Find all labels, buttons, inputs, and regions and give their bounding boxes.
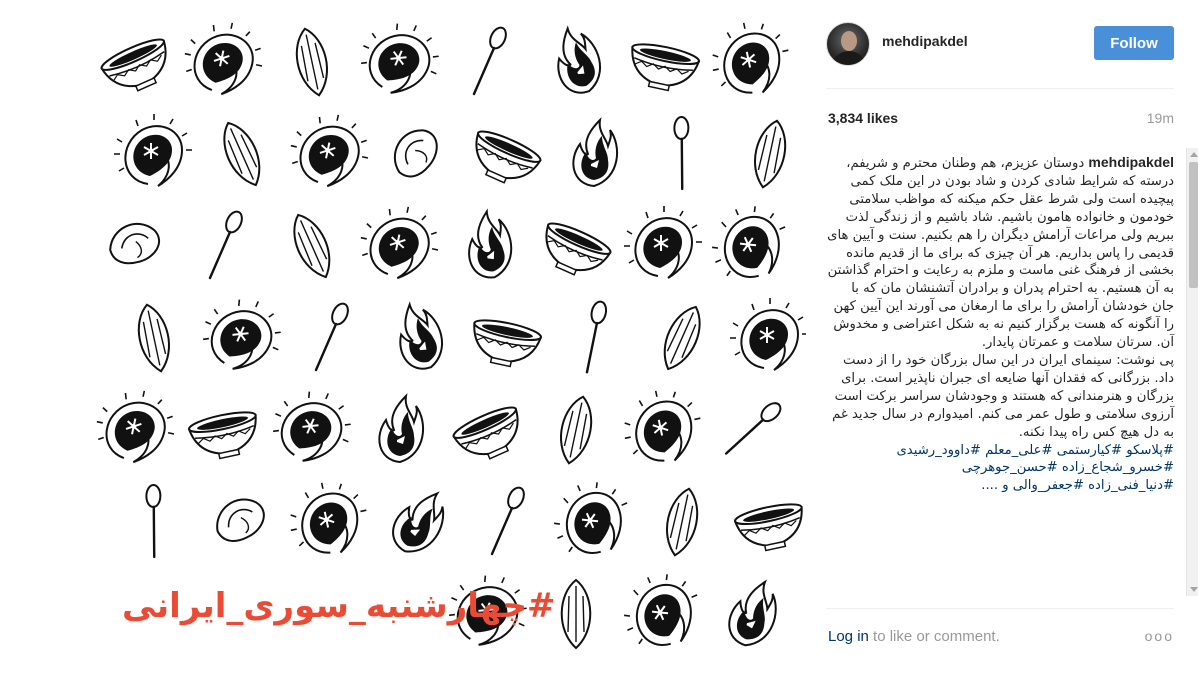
username[interactable]: mehdipakdel bbox=[882, 33, 968, 49]
paisley-icon bbox=[350, 18, 451, 107]
pattern-illustration bbox=[94, 18, 806, 658]
bowl-icon bbox=[625, 40, 700, 95]
post-image[interactable] bbox=[94, 18, 806, 658]
almond-icon bbox=[291, 26, 333, 98]
almond-icon bbox=[215, 117, 269, 191]
post-header bbox=[826, 20, 1158, 68]
flame-icon bbox=[385, 298, 452, 376]
paisley-icon bbox=[705, 18, 796, 102]
paisley-icon bbox=[192, 285, 293, 383]
pistachio-icon bbox=[214, 495, 266, 547]
flame-icon bbox=[543, 22, 610, 100]
login-prompt bbox=[828, 628, 1000, 645]
bowl-icon bbox=[734, 500, 806, 555]
login-prompt-text: to like or comment. bbox=[868, 628, 1000, 645]
post-footer bbox=[826, 626, 1174, 648]
paisley-icon bbox=[699, 194, 800, 292]
flame-icon bbox=[573, 120, 617, 186]
avatar-face bbox=[841, 31, 857, 51]
spoon-icon bbox=[573, 298, 622, 373]
caption bbox=[826, 154, 1174, 495]
paisley-icon bbox=[283, 475, 374, 562]
bowl-icon bbox=[451, 402, 530, 468]
follow-button[interactable]: Follow bbox=[1094, 26, 1174, 60]
paisley-icon bbox=[617, 383, 708, 470]
caption-tags-2[interactable]: #خسرو_شجاع_زاده #حسن_جوهرچی bbox=[961, 460, 1174, 476]
avatar-shoulders bbox=[831, 51, 867, 66]
almond-icon bbox=[655, 301, 709, 375]
almond-icon bbox=[555, 394, 597, 466]
spoon-icon bbox=[316, 301, 351, 370]
login-link[interactable]: Log in bbox=[828, 628, 869, 645]
avatar[interactable] bbox=[826, 22, 870, 66]
pistachio-icon bbox=[390, 127, 442, 179]
paisley-icon bbox=[730, 298, 806, 370]
bowl-icon bbox=[467, 316, 542, 371]
footer-divider bbox=[826, 608, 1174, 609]
flame-icon bbox=[386, 483, 453, 561]
caption-tags-1[interactable]: #پلاسکو #کیارستمی #علی_معلم #داوود_رشیدی bbox=[896, 442, 1174, 458]
flame-icon bbox=[461, 208, 517, 282]
spoon-icon bbox=[654, 112, 714, 189]
paisley-icon bbox=[94, 383, 181, 470]
caption-text: دوستان عزیزم، هم وطنان محترم و شریفم، درسته که شرایط شادی کردن و شاد بودن در این ملک کمی پیچیده است ولی شرط عقل حکم میکنه که مواظب سلامتی خودمون و خانواده هامون باشیم. شاد باشیم و از زندگی لذت ببریم ولی مراعات آرامش دیگران را هم بکنیم. سنت و آیین های قدیمی را پاس بداریم. هر آن چیزی که برای ما از قدیم مانده بخشی از فرهنگ غنی ماست و ملزم به رعایت و احترام گذاشتن به آن هستیم. به احترام پدران و برادران آتشنشان مان که با جان خودشان آرامش را برای ما ارمغان می آورند این آیین کهن را آنگونه که هست برگزار کنیم نه به شکل اعتراضی و مخدوش آن. سرتان سلامت و عمرتان پایدار. bbox=[827, 156, 1174, 351]
scrollbar-thumb[interactable] bbox=[1189, 162, 1198, 288]
paisley-icon bbox=[262, 377, 363, 475]
spoon-icon bbox=[210, 209, 245, 278]
more-options-icon[interactable]: ooo bbox=[1144, 628, 1174, 644]
header-divider bbox=[826, 88, 1174, 89]
pistachio-icon bbox=[106, 215, 164, 273]
post-stats bbox=[826, 110, 1174, 134]
spoon-icon bbox=[126, 480, 186, 557]
paisley-icon bbox=[624, 206, 702, 278]
paisley-icon bbox=[611, 562, 712, 658]
bowl-icon bbox=[99, 34, 178, 100]
hashtag-overlay: #چهارشنبه_سوری_ایرانی bbox=[122, 586, 556, 626]
almond-icon bbox=[133, 302, 175, 374]
paisley-icon bbox=[284, 107, 375, 194]
flame-icon bbox=[379, 396, 423, 462]
scroll-up-icon[interactable] bbox=[1190, 152, 1198, 157]
paisley-icon bbox=[354, 199, 445, 286]
spoon-icon bbox=[474, 25, 509, 94]
caption-scroll-area[interactable] bbox=[826, 148, 1198, 596]
spoon-icon bbox=[492, 485, 527, 554]
paisley-icon bbox=[541, 470, 642, 568]
almond-icon bbox=[661, 486, 703, 558]
likes-count[interactable]: 3,834 likes bbox=[828, 110, 899, 126]
post-sidebar bbox=[826, 0, 1174, 674]
paisley-icon bbox=[178, 18, 269, 101]
bowl-icon bbox=[464, 126, 543, 192]
bowl-icon bbox=[534, 218, 613, 284]
caption-ps: پی نوشت: سینمای ایران در این سال بزرگان خود را از دست داد. بزرگانی که فقدان آنها ضایعه ای جبران ناپذیر است. برای بزرگان و هنرمندانی که هستند و وجودشان سراسر برکت است آرزوی سلامتی و طول عمر می کنم. امیدوارم در سال جدید غم به دل هیچ کس راه پیدا نکنه. bbox=[832, 352, 1174, 440]
flame-icon bbox=[725, 576, 781, 650]
scroll-down-icon[interactable] bbox=[1190, 587, 1198, 592]
paisley-icon bbox=[114, 114, 192, 186]
caption-scrollbar[interactable] bbox=[1186, 148, 1198, 596]
caption-tags-3[interactable]: #دنیا_فنی_زاده #جعفر_والی و .... bbox=[981, 478, 1174, 494]
spoon-icon bbox=[726, 391, 786, 468]
almond-icon bbox=[562, 580, 591, 648]
almond-icon bbox=[749, 118, 791, 190]
instagram-post bbox=[74, 0, 1174, 674]
almond-icon bbox=[285, 209, 339, 283]
caption-body bbox=[826, 154, 1174, 352]
post-time[interactable]: 19m bbox=[1146, 110, 1174, 126]
bowl-icon bbox=[188, 408, 263, 463]
caption-username[interactable]: mehdipakdel bbox=[1088, 154, 1174, 170]
